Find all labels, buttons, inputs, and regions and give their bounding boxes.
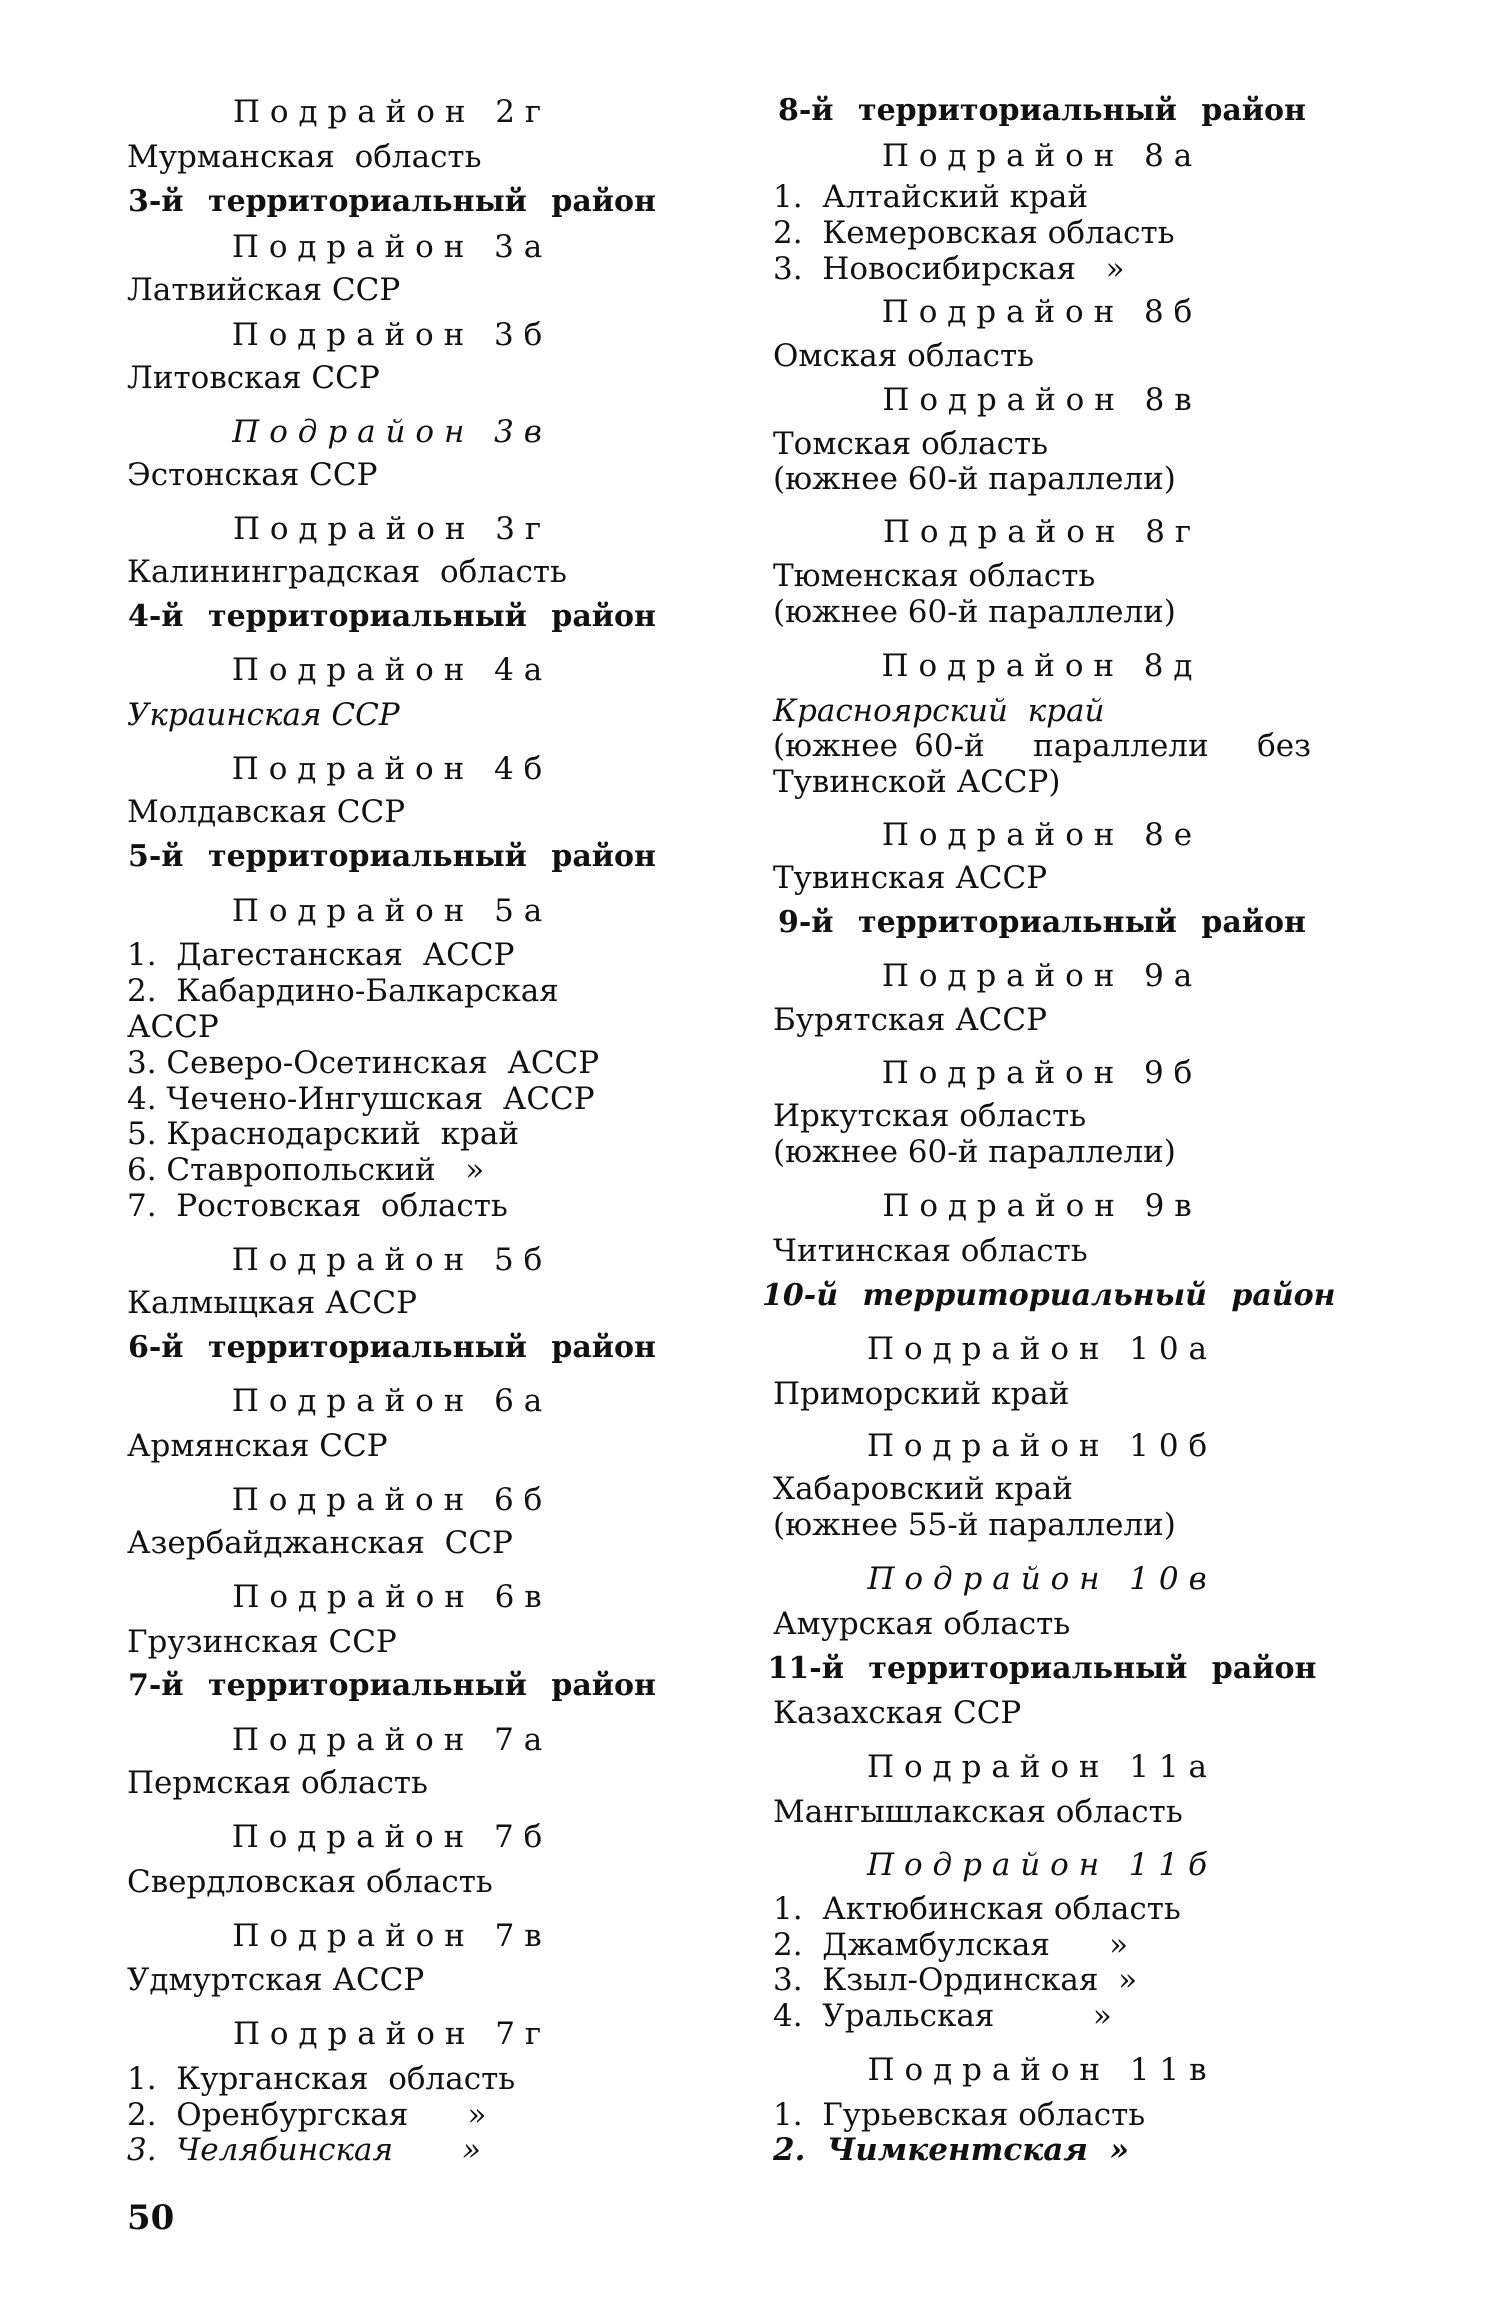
subdistrict-heading: Подрайон 3б — [231, 316, 553, 353]
subdistrict-heading: Подрайон 9а — [881, 958, 1203, 995]
entry-line: 2. Кабардино-Балкарская — [127, 973, 559, 1010]
subdistrict-heading: Подрайон 10в — [867, 1561, 1217, 1597]
entry-line: 3. Челябинская » — [127, 2132, 481, 2169]
territorial-district-heading: 11-й территориальный район — [767, 1650, 1317, 1686]
entry-line: (южнее 60-й параллели без — [773, 728, 1311, 765]
subdistrict-heading: Подрайон 10а — [867, 1331, 1217, 1368]
subdistrict-heading: Подрайон 9в — [882, 1188, 1202, 1224]
territorial-district-heading: 5-й территориальный район — [127, 838, 657, 874]
entry-line: Тувинская АССР — [773, 859, 1048, 896]
subdistrict-heading: Подрайон 8б — [881, 294, 1203, 331]
entry-line: Эстонская ССР — [127, 456, 378, 493]
entry-line: Бурятская АССР — [773, 1001, 1047, 1038]
entry-line: (южнее 60-й параллели) — [773, 461, 1176, 498]
entry-line: 5. Краснодарский край — [127, 1116, 519, 1153]
page-number: 50 — [127, 2198, 175, 2238]
territorial-district-heading: 3-й территориальный район — [127, 183, 657, 219]
entry-line: 1. Курганская область — [127, 2060, 516, 2097]
subdistrict-heading: Подрайон 9б — [881, 1055, 1203, 1092]
subdistrict-heading: Подрайон 11а — [867, 1749, 1217, 1785]
entry-line: Грузинская ССР — [127, 1623, 397, 1660]
entry-line: Приморский край — [773, 1376, 1070, 1412]
subdistrict-heading: Подрайон 3а — [231, 228, 553, 265]
entry-line: Мурманская область — [127, 139, 482, 176]
entry-line: (южнее 60-й параллели) — [773, 1134, 1176, 1171]
subdistrict-heading: Подрайон 8г — [882, 513, 1202, 550]
entry-line: Хабаровский край — [773, 1471, 1073, 1508]
entry-line: 1. Алтайский край — [773, 179, 1089, 216]
entry-line: Молдавская ССР — [127, 794, 406, 831]
subdistrict-heading: Подрайон 6в — [232, 1578, 552, 1615]
subdistrict-heading: Подрайон 8а — [881, 137, 1203, 174]
entry-line: 2. Чимкентская » — [773, 2132, 1129, 2169]
entry-line: 1. Актюбинская область — [773, 1890, 1181, 1927]
subdistrict-heading: Подрайон 7а — [231, 1722, 553, 1759]
entry-line: 6. Ставропольский » — [127, 1152, 485, 1189]
entry-line: Тувинской АССР) — [773, 764, 1061, 801]
entry-line: Калининградская область — [127, 553, 567, 590]
subdistrict-heading: Подрайон 5а — [231, 892, 553, 929]
subdistrict-heading: Подрайон 7г — [232, 2016, 552, 2053]
entry-line: Украинская ССР — [127, 697, 400, 734]
entry-line: 7. Ростовская область — [127, 1188, 508, 1224]
subdistrict-heading: Подрайон 7б — [231, 1819, 553, 1856]
entry-line: Казахская ССР — [773, 1695, 1022, 1732]
entry-line: Калмыцкая АССР — [127, 1284, 417, 1321]
entry-line: Удмуртская АССР — [127, 1962, 425, 1999]
entry-line: 2. Кемеровская область — [773, 215, 1175, 252]
subdistrict-heading: Подрайон 5б — [231, 1241, 553, 1278]
entry-line: Омская область — [773, 337, 1035, 374]
subdistrict-heading: Подрайон 4б — [231, 750, 553, 787]
entry-line: Красноярский край — [773, 692, 1105, 729]
entry-line: АССР — [127, 1008, 219, 1045]
entry-line: Армянская ССР — [127, 1428, 388, 1465]
entry-line: Мангышлакская область — [773, 1793, 1183, 1830]
subdistrict-heading: Подрайон 10б — [866, 1428, 1218, 1465]
territorial-district-heading: 8-й территориальный район — [777, 92, 1307, 128]
subdistrict-heading: Подрайон 3в — [232, 413, 552, 450]
entry-line: (южнее 60-й параллели) — [773, 594, 1176, 631]
entry-line: (южнее 55-й параллели) — [773, 1507, 1176, 1544]
subdistrict-heading: Подрайон 11в — [867, 2051, 1217, 2088]
entry-line: Читинская область — [773, 1232, 1088, 1269]
entry-line: 1. Гурьевская область — [773, 2096, 1146, 2133]
territorial-district-heading: 4-й территориальный район — [127, 598, 657, 634]
entry-line: Свердловская область — [127, 1863, 493, 1900]
entry-line: Иркутская область — [773, 1098, 1087, 1135]
subdistrict-heading: Подрайон 4а — [231, 652, 553, 689]
territorial-district-heading: 6-й территориальный район — [127, 1329, 657, 1365]
entry-line: Латвийская ССР — [127, 271, 401, 308]
entry-line: Литовская ССР — [127, 359, 380, 396]
subdistrict-heading: Подрайон 6а — [231, 1383, 553, 1420]
subdistrict-heading: Подрайон 8е — [881, 816, 1203, 853]
subdistrict-heading: Подрайон 3г — [232, 510, 552, 547]
subdistrict-heading: Подрайон 11б — [867, 1847, 1217, 1884]
entry-line: Пермская область — [127, 1765, 428, 1802]
entry-line: Томская область — [773, 425, 1048, 462]
entry-line: 3. Северо-Осетинская АССР — [127, 1044, 600, 1081]
territorial-district-heading: 7-й территориальный район — [127, 1668, 657, 1704]
entry-line: Тюменская область — [773, 558, 1096, 595]
entry-line: 4. Уральская » — [773, 1998, 1112, 2035]
entry-line: 2. Джамбулская » — [773, 1926, 1129, 1963]
territorial-district-heading: 9-й территориальный район — [777, 904, 1307, 940]
entry-line: 2. Оренбургская » — [127, 2096, 487, 2133]
entry-line: 1. Дагестанская АССР — [127, 937, 515, 974]
subdistrict-heading: Подрайон 6б — [231, 1481, 553, 1518]
subdistrict-heading: Подрайон 7в — [232, 1917, 552, 1954]
entry-line: 3. Новосибирская » — [773, 251, 1125, 288]
subdistrict-heading: Подрайон 8д — [881, 647, 1203, 684]
territorial-district-heading: 10-й территориальный район — [762, 1277, 1336, 1313]
subdistrict-heading: Подрайон 8в — [882, 382, 1202, 419]
subdistrict-heading: Подрайон 2г — [232, 94, 552, 131]
entry-line: 4. Чечено-Ингушская АССР — [127, 1080, 595, 1117]
entry-line: Амурская область — [773, 1605, 1071, 1642]
entry-line: 3. Кзыл-Ординская » — [773, 1962, 1138, 1999]
entry-line: Азербайджанская ССР — [127, 1525, 513, 1562]
